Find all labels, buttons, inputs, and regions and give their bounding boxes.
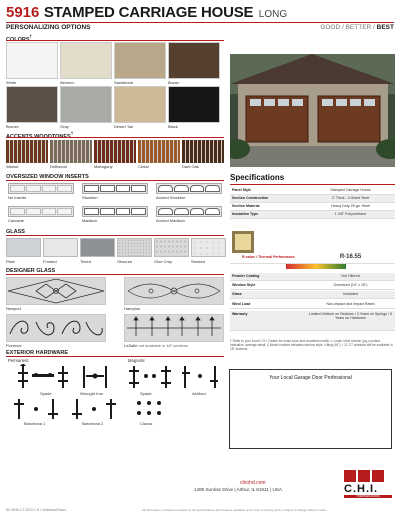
woodtone-label: Dark Oak: [182, 164, 199, 169]
color-label: Almond: [60, 80, 74, 85]
spec-key: Section Construction: [232, 196, 269, 200]
color-swatch: [168, 86, 220, 123]
window-insert-label: Arched Stockton: [156, 195, 186, 200]
house-photo: [230, 54, 395, 167]
spec-value: Stamped Carriage House: [330, 188, 371, 192]
spec-key: Insulation Type: [232, 212, 259, 216]
window-insert-swatch: [156, 183, 222, 194]
hardware-wrought-iron-icon: [80, 364, 110, 390]
insulation-diagram: [232, 231, 254, 253]
window-pane: [84, 185, 99, 192]
spec-value: R-16.55: [339, 254, 362, 260]
color-swatch: [6, 42, 58, 79]
spec-row: [230, 254, 395, 264]
woodtone-swatch: [138, 140, 180, 163]
window-insert-swatch: [8, 183, 74, 194]
spec-value: Oversized (24" x 15"): [333, 283, 368, 287]
spec-value: Heavy Duty 25 ga. Steel: [331, 204, 370, 208]
hardware-heading: EXTERIOR HARDWARE: [6, 350, 69, 356]
glass-heading: GLASS: [6, 229, 25, 235]
color-swatch: [168, 42, 220, 79]
spec-row: [230, 203, 395, 211]
designer-label-florence: Florence: [6, 343, 22, 348]
glass-label: Frosted: [43, 259, 57, 264]
hardware-rule: [6, 356, 224, 357]
woodtone-label: Mahogany: [94, 164, 113, 169]
spec-key: Section Material: [232, 204, 260, 208]
designer-glass-heading: DESIGNER GLASS: [6, 268, 56, 274]
spec-value: Not Offered: [341, 274, 360, 278]
woodtones-rule: [6, 137, 224, 138]
window-insert-swatch: [156, 206, 222, 217]
hardware-label-spade-1: Spade: [40, 391, 52, 396]
window-pane: [116, 208, 131, 215]
chi-logo: [344, 470, 394, 498]
window-panel: [10, 185, 25, 192]
window-pane: [174, 208, 189, 215]
model-number: 5916: [6, 4, 40, 21]
woodtone-label: Walnut: [6, 164, 19, 169]
spec-row: [230, 273, 395, 281]
spec-value: Insulated: [343, 292, 358, 296]
color-swatch: [6, 86, 58, 123]
woodtone-label: Driftwood: [50, 164, 67, 169]
spec-row: [230, 195, 395, 203]
window-insert-label: No Inserts: [8, 195, 27, 200]
window-pane: [100, 185, 115, 192]
glass-label: Tinted: [80, 259, 91, 264]
hardware-clavos-icon: [134, 398, 164, 420]
window-pane: [190, 185, 205, 192]
r-value-meter: [286, 264, 346, 269]
colors-heading: †: [29, 34, 33, 39]
color-label: Gray: [60, 124, 69, 129]
glass-swatch: [6, 238, 41, 257]
specs-title: Specifications: [230, 173, 285, 182]
color-label: Desert Tan: [114, 124, 134, 129]
window-insert-swatch: [8, 206, 74, 217]
window-panel: [57, 208, 72, 215]
hardware-label-barcelona-2: Barcelona 2: [82, 421, 104, 426]
glass-swatch: [80, 238, 115, 257]
window-pane: [174, 185, 189, 192]
personalizing-heading: PERSONALIZING OPTIONS: [6, 24, 91, 31]
spec-value: 2" Thick - 3-Sided Steel: [331, 196, 370, 200]
woodtone-swatch: [182, 140, 224, 163]
glass-swatch: [154, 238, 189, 257]
footer-url[interactable]: chiohd.com: [240, 480, 266, 486]
color-swatch: [60, 42, 112, 79]
spec-key: Powder Coating: [232, 274, 260, 278]
window-insert-swatch: [82, 183, 148, 194]
glass-swatch: [43, 238, 78, 257]
spec-row: [230, 282, 395, 290]
spec-key: Window Style: [232, 283, 256, 287]
logo-bar: [344, 495, 392, 498]
hardware-label-barcelona-1: Barcelona 1: [24, 421, 46, 426]
color-swatch: [60, 86, 112, 123]
hardware-spade-magnetic-icon: [128, 364, 172, 390]
hardware-spade-permanent-icon: [14, 364, 74, 390]
logo-block-3: [372, 470, 384, 482]
florence-glass: [6, 314, 106, 342]
page-header: [6, 4, 394, 21]
spec-value: Limited Lifetime on Sections / 3 Years on Springs / 5 Years on Hardware: [308, 312, 393, 321]
window-pane: [116, 185, 131, 192]
color-label: White: [6, 80, 17, 85]
spec-key: R-value / Thermal Performance: [242, 255, 295, 259]
glass-label: Obscure: [117, 259, 133, 264]
colors-rule: [6, 40, 224, 41]
color-label: Bronze: [6, 124, 19, 129]
best-label: BEST: [376, 24, 394, 31]
window-pane: [131, 208, 146, 215]
lasalle-note: not available in 18" sections: [138, 343, 188, 348]
spec-row: [230, 187, 395, 195]
footer-address: 1485 Sunrise Drive | Arthur, IL 61911 | USA: [194, 487, 282, 492]
dealer-box-text: Your Local Garage Door Professional: [269, 375, 352, 381]
window-panel: [57, 185, 72, 192]
color-label: Black: [168, 124, 178, 129]
color-swatch: [114, 86, 166, 123]
window-pane: [190, 208, 205, 215]
spec-value: 1 3/8" Polyurethane: [334, 212, 367, 216]
window-insert-label: Madison: [82, 218, 98, 223]
woodtones-heading: †: [70, 131, 74, 136]
dealer-box: [229, 369, 392, 449]
window-panel: [42, 185, 57, 192]
woodtone-swatch: [94, 140, 136, 163]
hardware-label-ashford: Ashford: [192, 391, 206, 396]
window-pane: [84, 208, 99, 215]
hardware-ashford-icon: [180, 364, 220, 390]
glass-label: Seeded: [191, 259, 205, 264]
good-better-label: GOOD / BETTER /: [320, 24, 377, 31]
woodtone-label: Cedar: [138, 164, 149, 169]
page-subtitle: LONG: [258, 9, 288, 20]
hardware-barcelona-2-icon: [72, 398, 116, 420]
window-pane: [100, 208, 115, 215]
window-insert-label: Arched Madison: [156, 218, 185, 223]
good-better-best: [320, 24, 394, 31]
header-bar: [6, 22, 394, 31]
footer-left: DC-5916.1 © 2023 C.H.I. Overhead Doors: [6, 508, 66, 512]
hampton-glass: [124, 277, 224, 305]
glass-rule: [6, 235, 224, 236]
footer-note: All information contained is based on the specifications and features available at the time of printing and is subject to change without notice.: [142, 508, 328, 512]
spec-key: Warranty: [232, 312, 248, 316]
woodtone-swatch: [50, 140, 92, 163]
spec-value: Non-Impact and Impact Rated: [326, 302, 375, 306]
hardware-magnetic-label: Magnetic: [128, 358, 145, 363]
spec-row: [230, 211, 395, 219]
logo-text: C.H.I.: [344, 483, 379, 495]
window-pane: [158, 185, 173, 192]
spec-key: Panel Style: [232, 188, 252, 192]
window-panel: [10, 208, 25, 215]
glass-label: Plain: [6, 259, 15, 264]
designer-label-hampton: Hampton: [124, 306, 141, 311]
newport-glass: [6, 277, 106, 305]
spec-row: [230, 291, 395, 299]
lasalle-glass: [124, 314, 224, 342]
window-pane: [131, 185, 146, 192]
designer-glass-rule: [6, 274, 224, 275]
hardware-label-wrought-iron: Wrought Iron: [80, 391, 104, 396]
hardware-label-spade-2: Spade: [140, 391, 152, 396]
windows-rule: [6, 180, 224, 181]
glass-swatch: [191, 238, 226, 257]
glass-swatch: [117, 238, 152, 257]
specs-footnote: † Refer to your local C.H.I. Dealer for exact color and woodtone match. ‡ Lower short section (pg.) contact. Indicative, average detail. § Model number indicates window style. Lifting (44") = 12 7/7 windows will be available in 18" sections.: [230, 339, 393, 351]
window-insert-label: Cascade: [8, 218, 24, 223]
glass-label: Glue Chip: [154, 259, 172, 264]
hardware-label-clavos: Clavos: [140, 421, 153, 426]
window-pane: [205, 208, 220, 215]
window-insert-label: Stockton: [82, 195, 98, 200]
logo-sub: OVERHEAD DOORS: [356, 495, 380, 498]
logo-block-1: [344, 470, 356, 482]
window-panel: [26, 208, 41, 215]
color-label: Sandstone: [114, 80, 134, 85]
specs-rule: [230, 184, 395, 185]
window-pane: [158, 208, 173, 215]
window-pane: [205, 185, 220, 192]
designer-label-lasalle: [124, 343, 188, 348]
color-label: Brown: [168, 80, 180, 85]
window-insert-swatch: [82, 206, 148, 217]
hardware-barcelona-1-icon: [14, 398, 58, 420]
lasalle-name: LaSalle: [124, 343, 138, 348]
windows-heading: OVERSIZED WINDOW INSERTS: [6, 174, 89, 180]
window-panel: [42, 208, 57, 215]
page-title: STAMPED CARRIAGE HOUSE: [43, 4, 254, 21]
spec-key: Glass: [232, 292, 242, 296]
color-swatch: [114, 42, 166, 79]
window-panel: [26, 185, 41, 192]
logo-block-2: [358, 470, 370, 482]
spec-row: [230, 301, 395, 309]
spec-key: Wind Load: [232, 302, 251, 306]
hardware-permanent-label: Permanent: [8, 358, 29, 363]
designer-label-newport: Newport: [6, 306, 21, 311]
spec-row: [230, 311, 395, 331]
woodtone-swatch: [6, 140, 48, 163]
